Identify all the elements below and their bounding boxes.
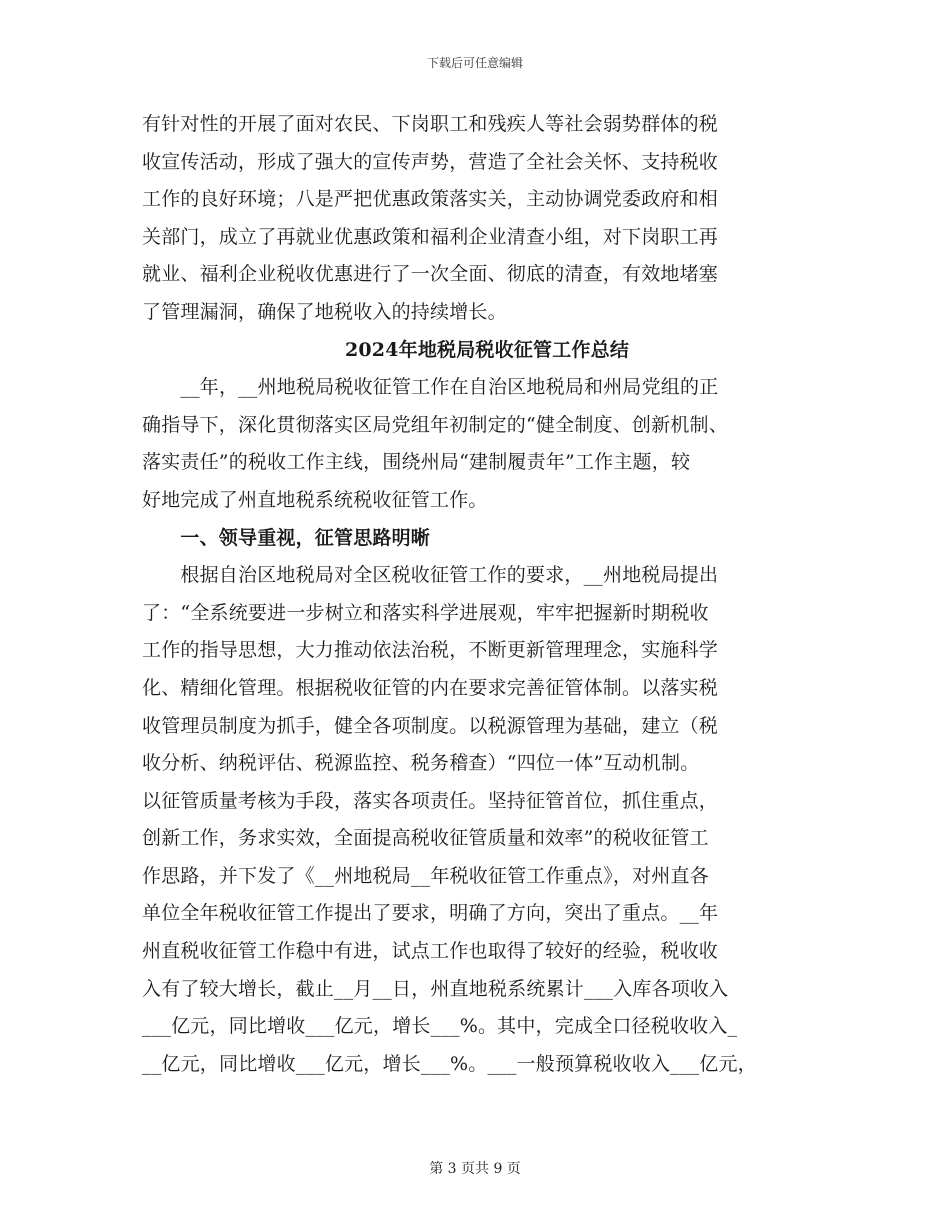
paragraph-line: 落实责任”的税收工作主线，围绕州局“建制履责年”工作主题，较 — [142, 451, 691, 474]
paragraph-line: 单位全年税收征管工作提出了要求，明确了方向，突出了重点。__年 — [142, 902, 719, 925]
paragraph-line: 入有了较大增长，截止__月__日，州直地税系统累计___入库各项收入 — [142, 977, 729, 1000]
page-header: 下载后可任意编辑 — [426, 56, 523, 70]
paragraph-line: __年，__州地税局税收征管工作在自治区地税局和州局党组的正 — [142, 376, 719, 399]
paragraph-line: 有针对性的开展了面对农民、下岗职工和残疾人等社会弱势群体的税 — [142, 113, 719, 135]
page-footer: 第 3 页共 9 页 — [429, 1161, 521, 1177]
paragraph-line: 工作的良好环境；八是严把优惠政策落实关，主动协调党委政府和相 — [142, 188, 719, 211]
paragraph-line: 收管理员制度为抓手，健全各项制度。以税源管理为基础，建立（税 — [142, 714, 719, 737]
paragraph-line: ___亿元，同比增收___亿元，增长___%。其中，完成全口径税收收入_ — [142, 1015, 738, 1038]
paragraph-line: 化、精细化管理。根据税收征管的内在要求完善征管体制。以落实税 — [142, 676, 719, 699]
paragraph-line: 好地完成了州直地税系统税收征管工作。 — [142, 488, 488, 511]
paragraph-line: 作思路，并下发了《__州地税局__年税收征管工作重点》，对州直各 — [142, 864, 709, 887]
paragraph-line: 了：“全系统要进一步树立和落实科学进展观，牢牢把握新时期税收 — [142, 601, 709, 624]
paragraph-line: 就业、福利企业税收优惠进行了一次全面、彻底的清查，有效地堵塞 — [142, 263, 719, 286]
document-body — [142, 106, 822, 1083]
section-heading: 一、领导重视，征管思路明晰 — [142, 526, 431, 549]
paragraph-line: 收分析、纳税评估、税源监控、税务稽查）“四位一体”互动机制。 — [142, 752, 700, 775]
paragraph-line: 了管理漏洞，确保了地税收入的持续增长。 — [142, 300, 507, 323]
paragraph-line: 创新工作，务求实效，全面提高税收征管质量和效率”的税收征管工 — [142, 827, 709, 850]
paragraph-line: 以征管质量考核为手段，落实各项责任。坚持征管首位，抓住重点， — [142, 789, 719, 812]
paragraph-line: __亿元，同比增收___亿元，增长___%。___一般预算税收收入___亿元， — [142, 1052, 757, 1075]
paragraph-line: 工作的指导思想，大力推动依法治税，不断更新管理理念，实施科学 — [142, 639, 719, 662]
document-title: 2024年地税局税收征管工作总结 — [344, 338, 630, 361]
paragraph-line: 确指导下，深化贯彻落实区局党组年初制定的“健全制度、创新机制、 — [142, 413, 728, 436]
paragraph-line: 收宣传活动，形成了强大的宣传声势，营造了全社会关怀、支持税收 — [142, 150, 719, 173]
paragraph-line: 州直税收征管工作稳中有进，试点工作也取得了较好的经验，税收收 — [142, 940, 719, 963]
paragraph-line: 根据自治区地税局对全区税收征管工作的要求，__州地税局提出 — [142, 564, 719, 587]
paragraph-line: 关部门，成立了再就业优惠政策和福利企业清查小组，对下岗职工再 — [142, 225, 719, 248]
